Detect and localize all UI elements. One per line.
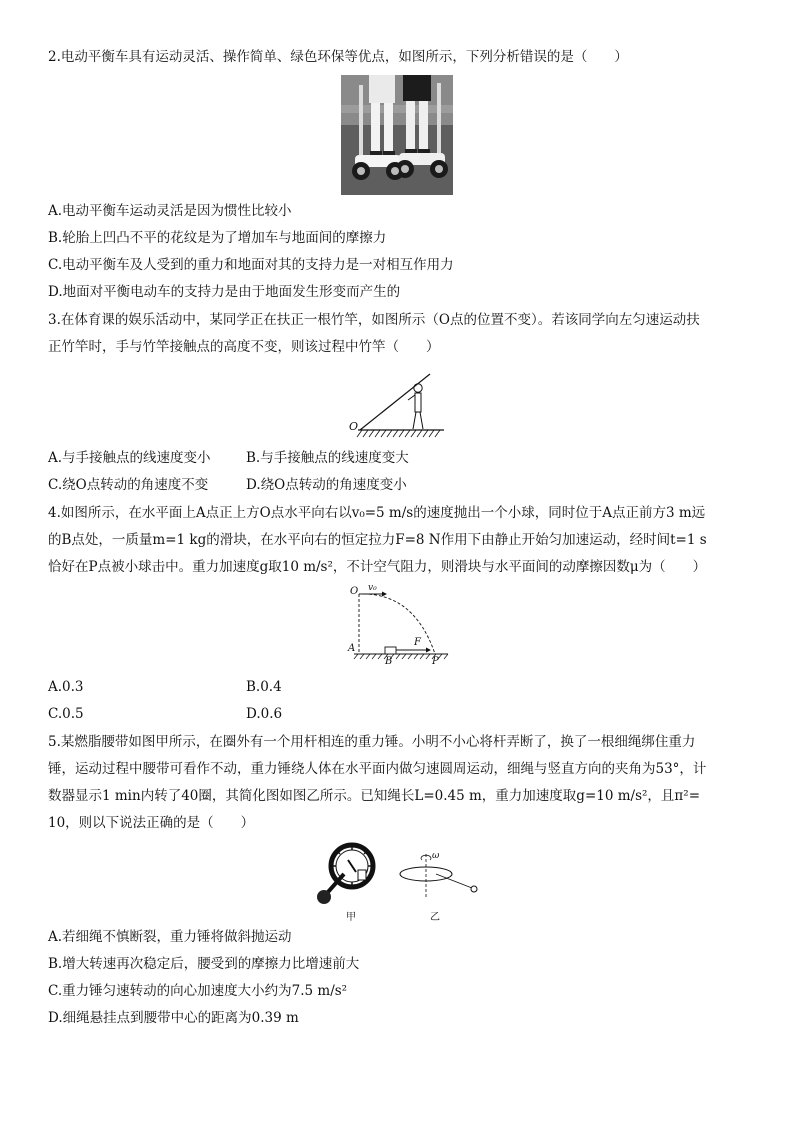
q4-label-v0: v₀ bbox=[368, 583, 377, 593]
q5-option-c: C.重力锤匀速转动的向心加速度大小约为7.5 m/s² bbox=[48, 983, 348, 999]
q3-stem-line-2: 正竹竿时，手与竹竿接触点的高度不变，则该过程中竹竿（ ） bbox=[48, 339, 440, 355]
q3-option-d: D.绕O点转动的角速度变小 bbox=[246, 477, 407, 493]
q2-option-d: D.地面对平衡电动车的支持力是由于地面发生形变而产生的 bbox=[48, 284, 401, 300]
q5-label-jia: 甲 bbox=[346, 912, 356, 923]
q5-stem-line-1: 5.某燃脂腰带如图甲所示，在圈外有一个用杆相连的重力锤。小明不小心将杆弄断了，换了一根细绳绑住重力 bbox=[48, 734, 696, 750]
q4-label-f: F bbox=[414, 637, 421, 648]
q4-label-b: B bbox=[385, 656, 393, 667]
q5-option-a: A.若细绳不慎断裂，重力锤将做斜抛运动 bbox=[48, 929, 292, 945]
q3-label-o: O bbox=[349, 420, 359, 433]
q3-stem-line-1: 3.在体育课的娱乐活动中，某同学正在扶正一根竹竿，如图所示（O点的位置不变）。若该同学向左匀速运动扶 bbox=[48, 312, 700, 328]
q3-option-a: A.与手接触点的线速度变小 bbox=[48, 450, 211, 466]
q4-stem-line-2: 的B点处，一质量m=1 kg的滑块，在水平向右的恒定拉力F=8 N作用下由静止开始匀加速运动，经时间t=1 s bbox=[48, 532, 707, 548]
q4-label-a: A bbox=[348, 643, 356, 654]
q3-option-b: B.与手接触点的线速度变大 bbox=[246, 450, 409, 466]
q2-option-a: A.电动平衡车运动灵活是因为惯性比较小 bbox=[48, 203, 292, 219]
q4-label-p: P bbox=[432, 656, 439, 667]
q5-stem-line-3: 数器显示1 min内转了40圈，其简化图如图乙所示。已知绳长L=0.45 m，重力加速度取g=10 m/s²，且π²= bbox=[48, 788, 701, 804]
q4-label-o: O bbox=[350, 586, 359, 597]
q5-stem-line-2: 锤，运动过程中腰带可看作不动，重力锤绕人体在水平面内做匀速圆周运动，细绳与竖直方向的夹角为53°，计 bbox=[48, 761, 707, 777]
q2-stem: 2.电动平衡车具有运动灵活、操作简单、绿色环保等优点，如图所示，下列分析错误的是（ ） bbox=[48, 49, 628, 65]
q4-stem-line-3: 恰好在P点被小球击中。重力加速度g取10 m/s²，不计空气阻力，则滑块与水平面间的动摩擦因数μ为（ ） bbox=[48, 559, 707, 575]
q3-figure-pole bbox=[346, 372, 446, 440]
q5-figure-yi-simplified bbox=[396, 850, 488, 922]
q5-label-yi: 乙 bbox=[430, 912, 440, 923]
q4-figure-projectile bbox=[344, 583, 454, 668]
q5-option-d: D.细绳悬挂点到腰带中心的距离为0.39 m bbox=[48, 1010, 299, 1026]
q4-option-b: B.0.4 bbox=[246, 679, 282, 695]
q5-stem-line-4: 10，则以下说法正确的是（ ） bbox=[48, 815, 255, 831]
q4-option-d: D.0.6 bbox=[246, 706, 283, 722]
q5-option-b: B.增大转速再次稳定后，腰受到的摩擦力比增速前大 bbox=[48, 956, 360, 972]
q2-option-c: C.电动平衡车及人受到的重力和地面对其的支持力是一对相互作用力 bbox=[48, 257, 454, 273]
q5-figure-jia-waist-belt bbox=[310, 840, 390, 922]
q2-photo-balance-scooter bbox=[341, 75, 453, 195]
q4-stem-line-1: 4.如图所示，在水平面上A点正上方O点水平向右以v₀=5 m/s的速度抛出一个小球，同时位于A点正前方3 m远 bbox=[48, 505, 706, 521]
q5-label-omega: ω bbox=[432, 851, 440, 861]
q4-option-c: C.0.5 bbox=[48, 706, 84, 722]
q2-option-b: B.轮胎上凹凸不平的花纹是为了增加车与地面间的摩擦力 bbox=[48, 230, 387, 246]
q4-option-a: A.0.3 bbox=[48, 679, 84, 695]
q3-option-c: C.绕O点转动的角速度不变 bbox=[48, 477, 209, 493]
